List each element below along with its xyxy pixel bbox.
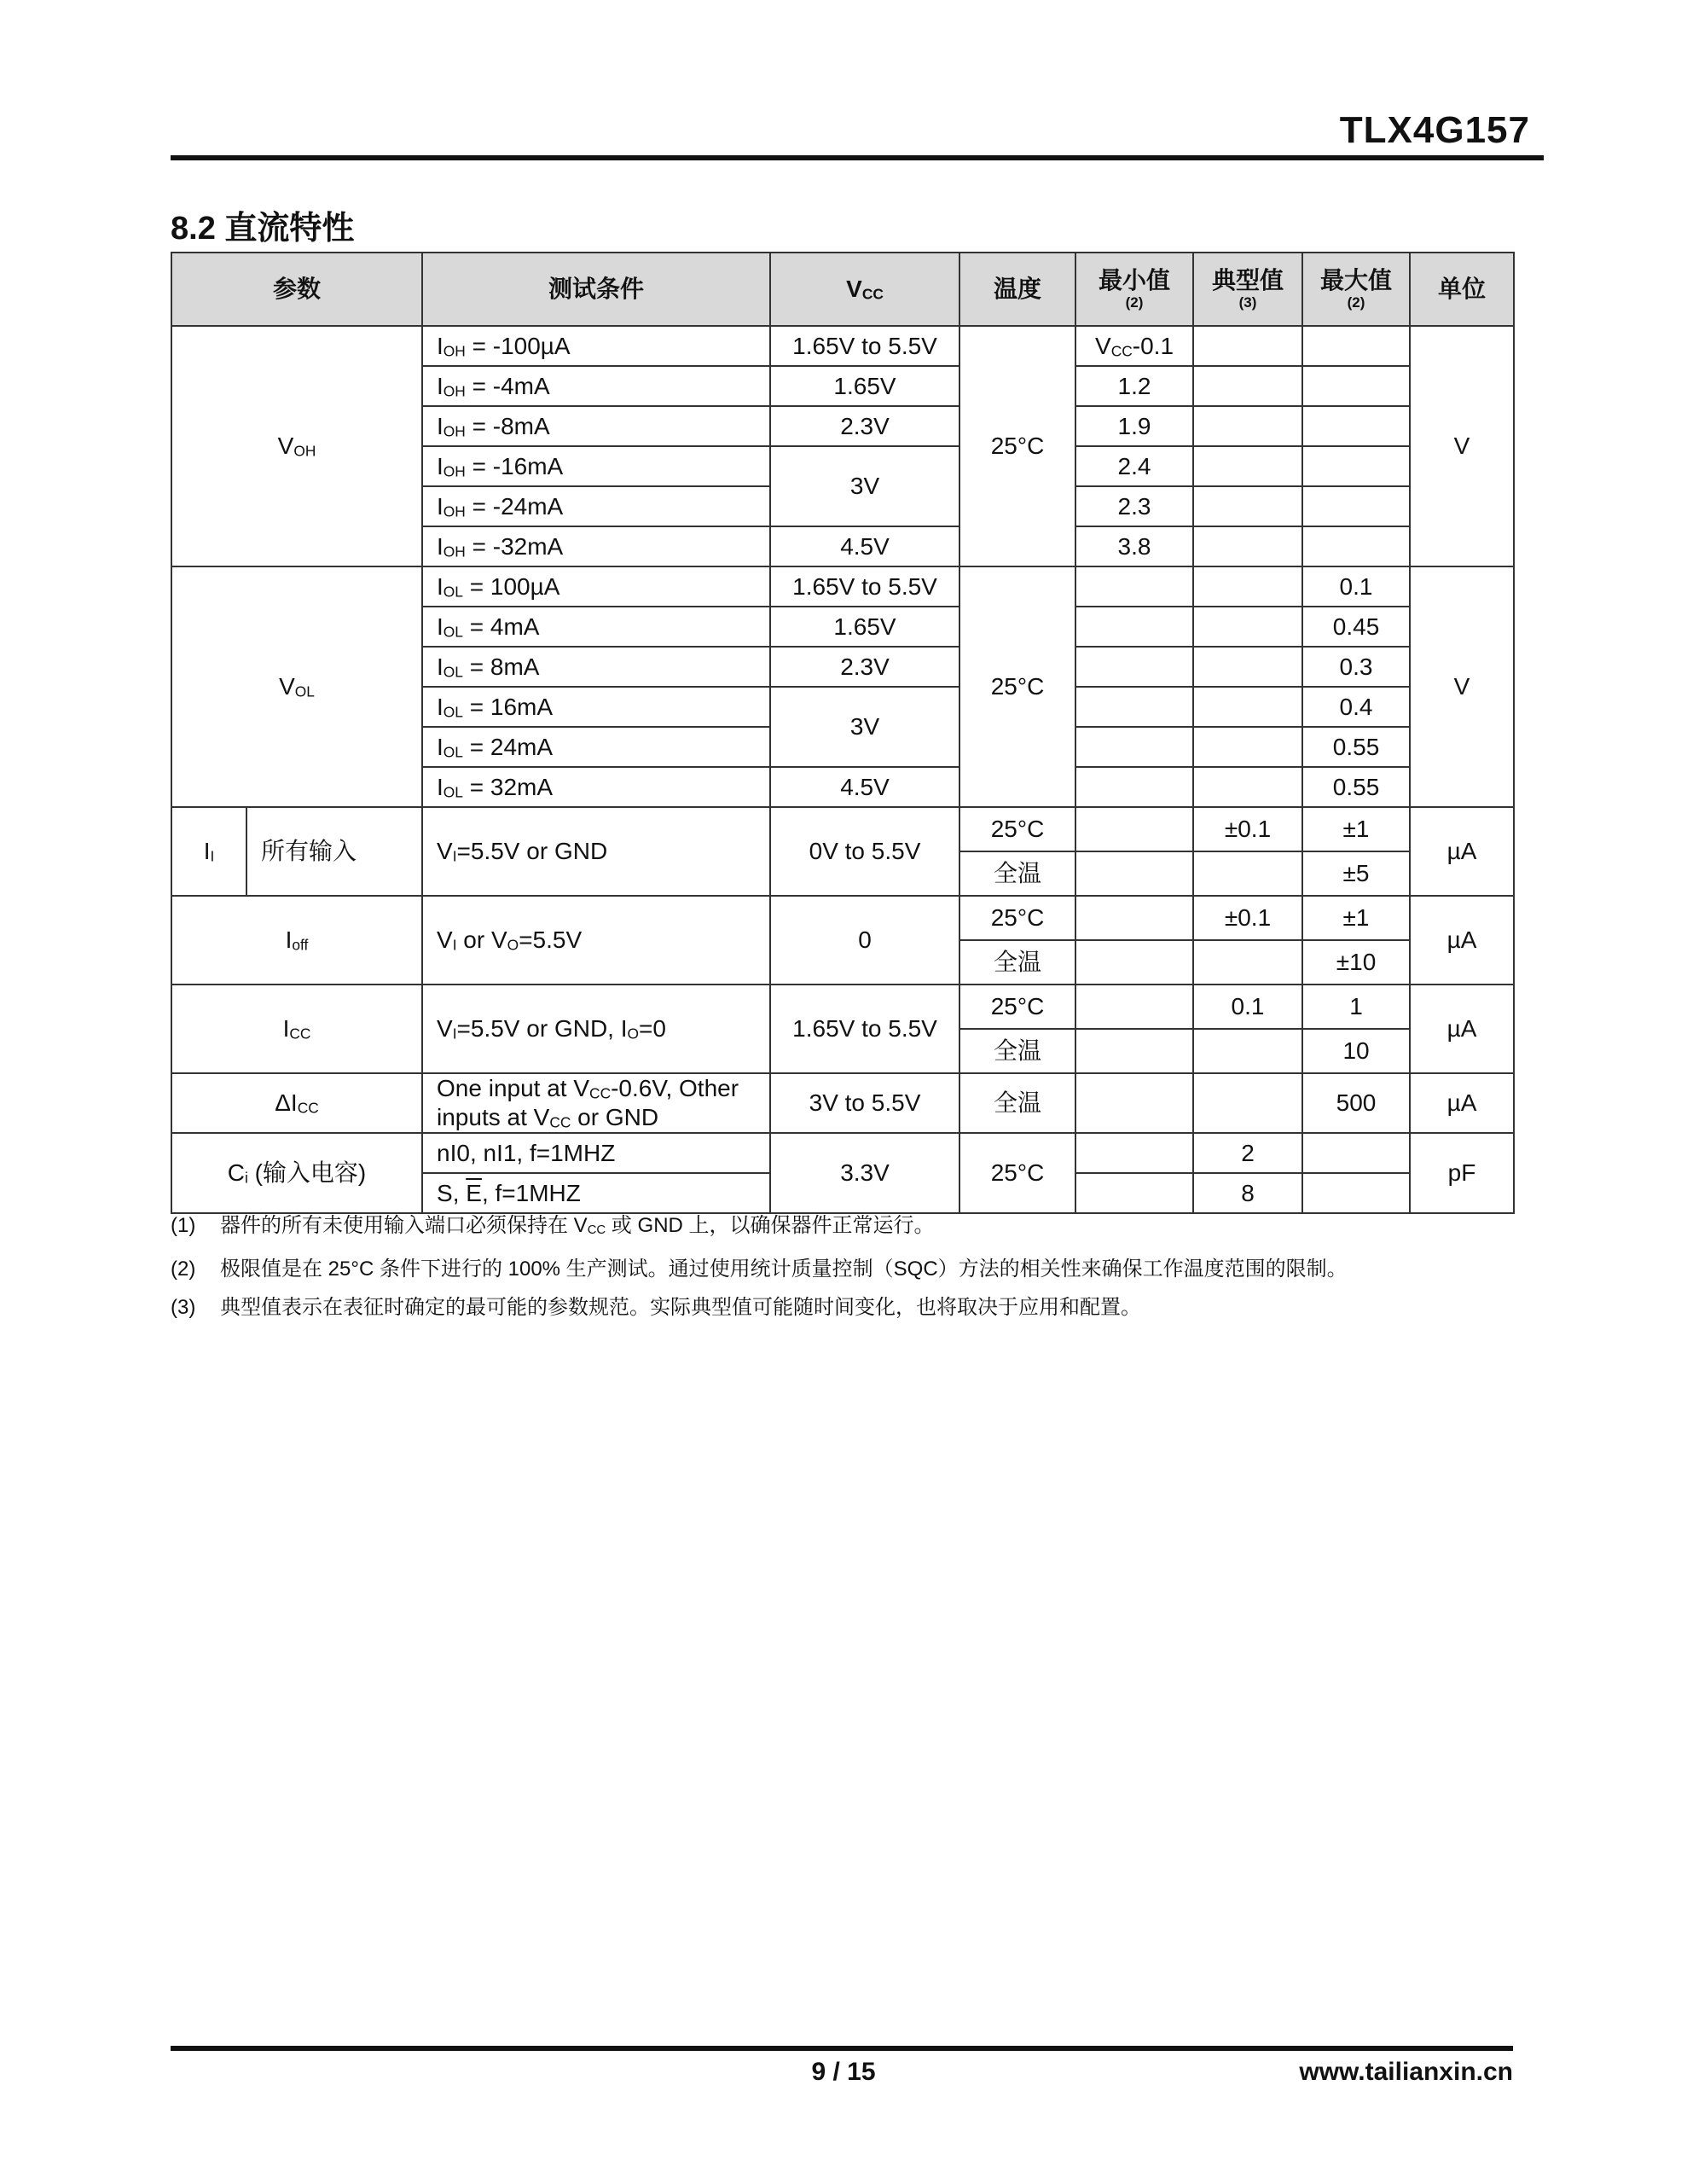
unit-cell: pF xyxy=(1410,1133,1514,1213)
typ-cell xyxy=(1193,1073,1302,1133)
param-ioff: $I_{off}$ xyxy=(171,896,422,985)
min-cell: 3.8 xyxy=(1075,526,1193,566)
typ-cell xyxy=(1193,1029,1302,1073)
temp-cell: 25°C xyxy=(959,985,1075,1029)
unit-cell: µA xyxy=(1410,985,1514,1073)
max-cell xyxy=(1302,446,1410,486)
max-cell xyxy=(1302,326,1410,366)
param-voh: $V_{OH}$ xyxy=(171,326,422,566)
typ-cell xyxy=(1193,326,1302,366)
condition-cell: $V_I$ or $V_O=5.5V$ xyxy=(422,896,770,985)
param-vol: $V_{OL}$ xyxy=(171,566,422,807)
footer-rule xyxy=(171,2046,1513,2051)
typ-cell: 0.1 xyxy=(1193,985,1302,1029)
min-cell: 1.2 xyxy=(1075,366,1193,406)
vcc-cell: 1.65V to 5.5V xyxy=(770,566,959,607)
condition-cell: $I_{OH} = -8mA$ xyxy=(422,406,770,446)
min-cell xyxy=(1075,985,1193,1029)
footnote-3: (3) 典型值表示在表征时确定的最可能的参数规范。实际典型值可能随时间变化，也将取决于应用和配置。 xyxy=(171,1296,1141,1320)
max-cell xyxy=(1302,366,1410,406)
condition-cell: $I_{OH} = -32mA$ xyxy=(422,526,770,566)
max-cell: 0.3 xyxy=(1302,647,1410,687)
typ-cell xyxy=(1193,767,1302,807)
max-cell: 0.55 xyxy=(1302,767,1410,807)
footnote-2: (2) 极限值是在 25°C 条件下进行的 100% 生产测试。通过使用统计质量控制（SQC）方法的相关性来确保工作温度范围的限制。 xyxy=(171,1258,1348,1281)
min-cell xyxy=(1075,807,1193,851)
unit-cell: V xyxy=(1410,566,1514,807)
temp-cell: 全温 xyxy=(959,1029,1075,1073)
condition-cell: nI0, nI1, f=1MHZ xyxy=(422,1133,770,1173)
max-cell: ±10 xyxy=(1302,940,1410,985)
max-cell: 500 xyxy=(1302,1073,1410,1133)
table-header-row xyxy=(171,253,1514,326)
min-cell xyxy=(1075,896,1193,940)
condition-cell: $I_{OL} = 16mA$ xyxy=(422,687,770,727)
temp-cell: 25°C xyxy=(959,807,1075,851)
document-title: TLX4G157 xyxy=(1339,109,1530,151)
header-param: 参数 xyxy=(171,253,422,326)
param-ci: $C_i$ (输入电容) xyxy=(171,1133,422,1213)
min-cell xyxy=(1075,647,1193,687)
param-delta-icc: $\Delta I_{CC}$ xyxy=(171,1073,422,1133)
condition-cell: $I_{OL} = 24mA$ xyxy=(422,727,770,767)
section-title: 8.2 直流特性 xyxy=(171,211,355,247)
condition-cell: $I_{OL} = 8mA$ xyxy=(422,647,770,687)
min-cell: $V_{CC}-0.1$ xyxy=(1075,326,1193,366)
param-icc: $I_{CC}$ xyxy=(171,985,422,1073)
min-cell xyxy=(1075,1029,1193,1073)
max-cell: 0.1 xyxy=(1302,566,1410,607)
condition-cell: $I_{OH} = -24mA$ xyxy=(422,486,770,526)
min-cell xyxy=(1075,851,1193,896)
min-cell xyxy=(1075,607,1193,647)
typ-cell xyxy=(1193,940,1302,985)
vcc-cell: 1.65V xyxy=(770,607,959,647)
vcc-cell: 2.3V xyxy=(770,406,959,446)
header-vcc: $V_{CC}$ xyxy=(770,253,959,326)
typ-cell xyxy=(1193,687,1302,727)
vcc-cell: 2.3V xyxy=(770,647,959,687)
footnote-1: (1) 器件的所有未使用输入端口必须保持在 $V_{CC}$ 或 GND 上，以确保器件正常运行。 xyxy=(171,1214,935,1238)
header-condition: 测试条件 xyxy=(422,253,770,326)
vcc-cell: 0 xyxy=(770,896,959,985)
vcc-cell: 1.65V xyxy=(770,366,959,406)
min-cell: 1.9 xyxy=(1075,406,1193,446)
condition-cell: $I_{OL} = 100\mu A$ xyxy=(422,566,770,607)
vcc-cell: 3V xyxy=(770,687,959,767)
temp-cell: 全温 xyxy=(959,1073,1075,1133)
header-unit: 单位 xyxy=(1410,253,1514,326)
temp-cell: 25°C xyxy=(959,566,1075,807)
dc-characteristics-table xyxy=(171,252,1515,1214)
condition-cell: S, $\overline{E}$, f=1MHZ xyxy=(422,1173,770,1213)
condition-cell: $I_{OH} = -4mA$ xyxy=(422,366,770,406)
max-cell xyxy=(1302,486,1410,526)
table-row xyxy=(171,326,1514,366)
min-cell: 2.3 xyxy=(1075,486,1193,526)
vcc-cell: 4.5V xyxy=(770,767,959,807)
condition-cell: $V_I=5.5V$ or GND, $I_O=0$ xyxy=(422,985,770,1073)
unit-cell: µA xyxy=(1410,896,1514,985)
condition-cell: $I_{OL} = 32mA$ xyxy=(422,767,770,807)
min-cell xyxy=(1075,566,1193,607)
max-cell: ±1 xyxy=(1302,807,1410,851)
typ-cell xyxy=(1193,647,1302,687)
temp-cell: 25°C xyxy=(959,1133,1075,1213)
max-cell: ±5 xyxy=(1302,851,1410,896)
unit-cell: µA xyxy=(1410,807,1514,896)
min-cell xyxy=(1075,1133,1193,1173)
min-cell xyxy=(1075,1073,1193,1133)
max-cell: 0.45 xyxy=(1302,607,1410,647)
typ-cell: 8 xyxy=(1193,1173,1302,1213)
vcc-cell: 1.65V to 5.5V xyxy=(770,985,959,1073)
unit-cell: µA xyxy=(1410,1073,1514,1133)
typ-cell: ±0.1 xyxy=(1193,896,1302,940)
table-row xyxy=(171,807,1514,851)
typ-cell: ±0.1 xyxy=(1193,807,1302,851)
max-cell xyxy=(1302,406,1410,446)
vcc-cell: 3.3V xyxy=(770,1133,959,1213)
header-typ: 典型值 (3) xyxy=(1193,253,1302,326)
header-rule xyxy=(171,155,1544,160)
typ-cell xyxy=(1193,526,1302,566)
max-cell xyxy=(1302,526,1410,566)
condition-cell: $V_I=5.5V$ or GND xyxy=(422,807,770,896)
typ-cell xyxy=(1193,406,1302,446)
condition-cell: One input at $V_{CC}-0.6V$, Other inputs at $V_{CC}$ or GND xyxy=(422,1073,770,1133)
condition-cell: $I_{OH} = -100\mu A$ xyxy=(422,326,770,366)
typ-cell xyxy=(1193,366,1302,406)
vcc-cell: 0V to 5.5V xyxy=(770,807,959,896)
header-min: 最小值 (2) xyxy=(1075,253,1193,326)
vcc-cell: 4.5V xyxy=(770,526,959,566)
table-row xyxy=(171,1073,1514,1133)
param-ii: $I_I$ xyxy=(171,807,246,896)
typ-cell xyxy=(1193,446,1302,486)
max-cell: ±1 xyxy=(1302,896,1410,940)
temp-cell: 全温 xyxy=(959,851,1075,896)
vcc-cell: 3V to 5.5V xyxy=(770,1073,959,1133)
min-cell xyxy=(1075,727,1193,767)
page-number: 9 / 15 xyxy=(811,2058,876,2086)
typ-cell xyxy=(1193,486,1302,526)
footnotes xyxy=(171,1206,1348,1327)
max-cell xyxy=(1302,1133,1410,1173)
condition-cell: $I_{OH} = -16mA$ xyxy=(422,446,770,486)
website-link[interactable]: www.tailianxin.cn xyxy=(1299,2058,1513,2086)
min-cell xyxy=(1075,767,1193,807)
max-cell: 0.4 xyxy=(1302,687,1410,727)
min-cell xyxy=(1075,940,1193,985)
table-row xyxy=(171,985,1514,1029)
typ-cell xyxy=(1193,727,1302,767)
max-cell: 0.55 xyxy=(1302,727,1410,767)
typ-cell: 2 xyxy=(1193,1133,1302,1173)
vcc-cell: 3V xyxy=(770,446,959,526)
table-row xyxy=(171,896,1514,940)
temp-cell: 全温 xyxy=(959,940,1075,985)
condition-cell: $I_{OL} = 4mA$ xyxy=(422,607,770,647)
typ-cell xyxy=(1193,566,1302,607)
max-cell: 10 xyxy=(1302,1029,1410,1073)
typ-cell xyxy=(1193,851,1302,896)
header-max: 最大值 (2) xyxy=(1302,253,1410,326)
vcc-cell: 1.65V to 5.5V xyxy=(770,326,959,366)
unit-cell: V xyxy=(1410,326,1514,566)
min-cell: 2.4 xyxy=(1075,446,1193,486)
max-cell: 1 xyxy=(1302,985,1410,1029)
temp-cell: 25°C xyxy=(959,896,1075,940)
table-row xyxy=(171,1133,1514,1173)
table-row xyxy=(171,566,1514,607)
header-temp: 温度 xyxy=(959,253,1075,326)
temp-cell: 25°C xyxy=(959,326,1075,566)
min-cell xyxy=(1075,687,1193,727)
typ-cell xyxy=(1193,607,1302,647)
param-ii-label: 所有输入 xyxy=(246,807,422,896)
